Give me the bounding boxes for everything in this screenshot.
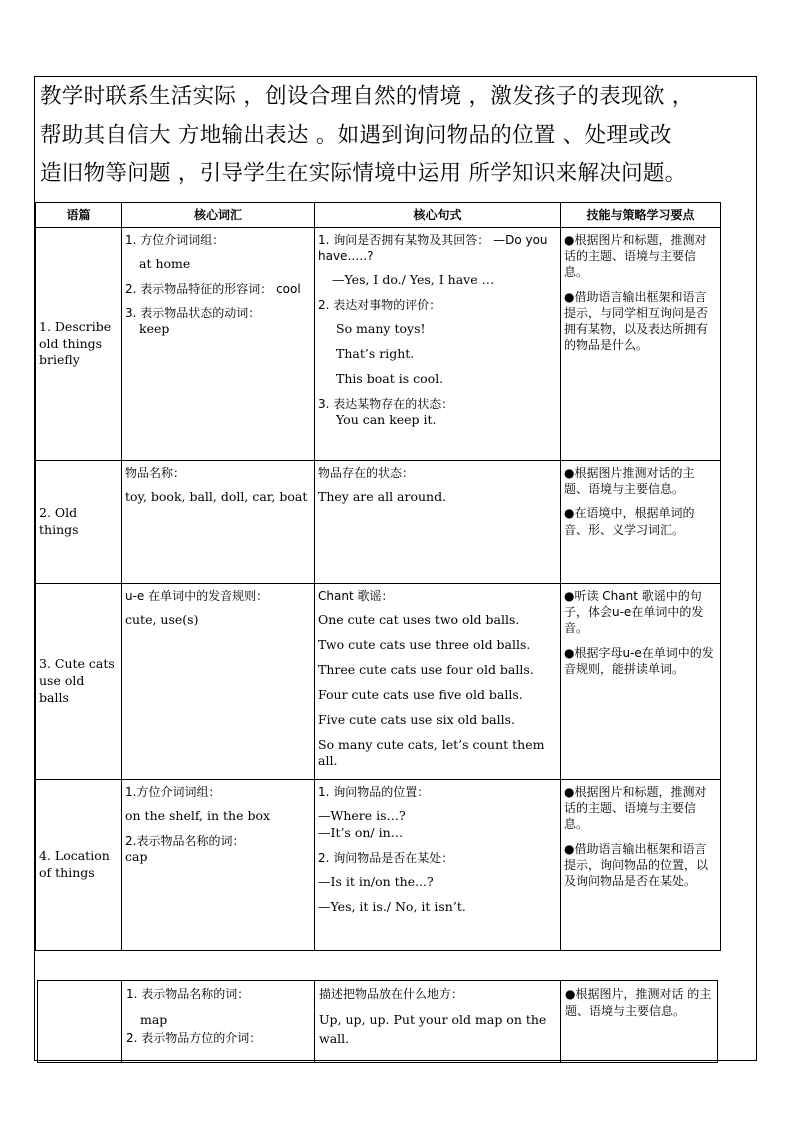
table-row bbox=[38, 981, 718, 1063]
table-row bbox=[36, 461, 721, 584]
skills-cell: ●根据图片推测对话的主题、语境与主要信息。 ●在语境中，根据单词的音、形、义学习词汇。 bbox=[561, 461, 721, 584]
topic-cell bbox=[38, 981, 122, 1063]
header-topic: 语篇 bbox=[36, 203, 122, 228]
header-vocab: 核心词汇 bbox=[122, 203, 315, 228]
vocab-cell: u-e 在单词中的发音规则： cute, use(s) bbox=[122, 584, 315, 780]
topic-cell: 3. Cute cats use old balls bbox=[36, 584, 122, 780]
skills-cell: ●根据图片和标题，推测对话的主题、语境与主要信息。 ●借助语言输出框架和语言提示，询问物品的位置，以及询问物品是否在某处。 bbox=[561, 780, 721, 951]
sentences-cell: 1. 询问物品的位置： —Where is…? —It’s on/ in… 2. 询问物品是否在某处： —Is it in/on the...? —Yes, it is./ No, it isn’t. bbox=[315, 780, 561, 951]
topic-cell: 4. Location of things bbox=[36, 780, 122, 951]
table-row bbox=[36, 584, 721, 780]
header-sentences: 核心句式 bbox=[315, 203, 561, 228]
sentences-cell: 物品存在的状态： They are all around. bbox=[315, 461, 561, 584]
curriculum-table-continued bbox=[37, 980, 718, 1063]
table-row bbox=[36, 780, 721, 951]
vocab-cell: 1. 方位介词词组： at home 2. 表示物品特征的形容词： cool 3. 表示物品状态的动词： keep bbox=[122, 228, 315, 461]
curriculum-table bbox=[35, 202, 721, 951]
intro-line: 造旧物等问题 ，引导学生在实际情境中运用 所学知识来解决问题。 bbox=[40, 161, 687, 186]
topic-cell: 1. Describe old things briefly bbox=[36, 228, 122, 461]
vocab-cell: 1.方位介词词组： on the shelf, in the box 2.表示物品名称的词： cap bbox=[122, 780, 315, 951]
vocab-cell: 物品名称： toy, book, ball, doll, car, boat bbox=[122, 461, 315, 584]
sentences-cell: 描述把物品放在什么地方： Up, up, up. Put your old map on the wall. bbox=[315, 981, 561, 1063]
topic-cell: 2. Old things bbox=[36, 461, 122, 584]
vocab-cell: 1. 表示物品名称的词： map 2. 表示物品方位的介词： bbox=[122, 981, 315, 1063]
skills-cell: ●根据图片，推测对话 的主题、语境与主要信息。 bbox=[561, 981, 718, 1063]
skills-cell: ●根据图片和标题，推测对话的主题、语境与主要信息。 ●借助语言输出框架和语言提示，与同学相互询问是否拥有某物，以及表达所拥有的物品是什么。 bbox=[561, 228, 721, 461]
skills-cell: ●听读 Chant 歌谣中的句子，体会u-e在单词中的发音。 ●根据字母u-e在单词中的发音规则，能拼读单词。 bbox=[561, 584, 721, 780]
intro-line: 教学时联系生活实际 ，创设合理自然的情境 ，激发孩子的表现欲 ， bbox=[40, 84, 694, 109]
table-header-row bbox=[36, 203, 721, 228]
sentences-cell: 1. 询问是否拥有某物及其回答： —Do you have.….? —Yes, I do./ Yes, I have … 2. 表达对事物的评价： So many toys! That’s right. This boat is cool. 3. 表达某物存在的状态： You can keep it. bbox=[315, 228, 561, 461]
header-skills: 技能与策略学习要点 bbox=[561, 203, 721, 228]
table-row bbox=[36, 228, 721, 461]
sentences-cell: Chant 歌谣： One cute cat uses two old balls. Two cute cats use three old balls. Three cute cats use four old balls. Four cute cats use five old balls. Five cute cats use six old balls. So many cute cats, let’s count them all. bbox=[315, 584, 561, 780]
intro-paragraph bbox=[40, 78, 752, 194]
intro-line: 帮助其自信大 方地输出表达 。如遇到询问物品的位置 、处理或改 bbox=[40, 122, 672, 148]
